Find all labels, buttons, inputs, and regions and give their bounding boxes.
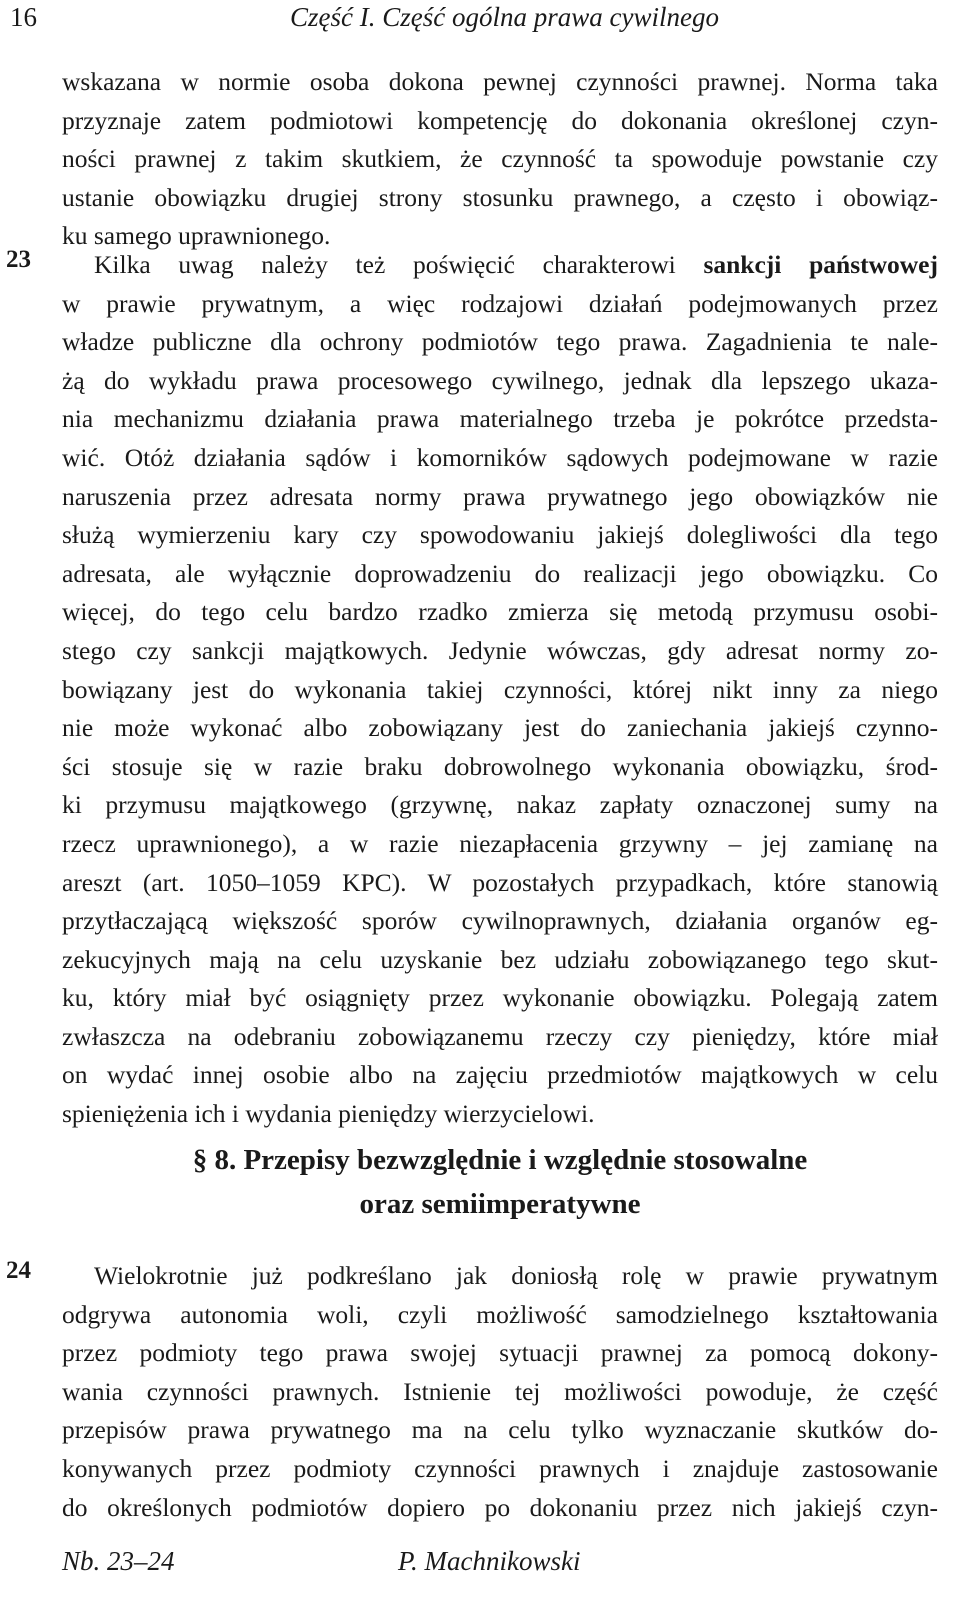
text-line: areszt (art. 1050–1059 KPC). W pozostałych przypadkach, które stanowią — [62, 867, 938, 897]
text-line — [62, 246, 938, 285]
margin-number-24: 24 — [6, 1257, 31, 1284]
text-line: przytłaczającą większość sporów cywilnoprawnych, działania organów eg- — [62, 906, 938, 936]
section-heading-line: § 8. Przepisy bezwzględnie i względnie stosowalne — [192, 1144, 808, 1176]
text-line: żą do wykładu prawa procesowego cywilnego, jednak dla lepszego ukaza- — [62, 365, 938, 395]
text-line: więcej, do tego celu bardzo rzadko zmierza się metodą przymusu osobi- — [62, 597, 938, 627]
text-line: w prawie prywatnym, a więc rodzajowi działań podejmowanych przez — [62, 288, 938, 318]
paragraph-24 — [62, 1257, 938, 1527]
text-line: on wydać innej osobie albo na zajęciu przedmiotów majątkowych w celu — [62, 1060, 938, 1090]
text-line: spieniężenia ich i wydania pieniędzy wierzycielowi. — [62, 1099, 595, 1129]
text-line: służą wymierzeniu kary czy spowodowaniu jakiejś dolegliwości dla tego — [62, 520, 938, 550]
text-line: ku, który miał być osiągnięty przez wykonanie obowiązku. Polegają zatem — [62, 983, 938, 1013]
text-line: nie może wykonać albo zobowiązany jest do zaniechania jakiejś czynno- — [62, 713, 938, 743]
text-line: przez podmioty tego prawa swojej sytuacji prawnej za pomocą dokony- — [62, 1338, 938, 1368]
text-line: naruszenia przez adresata normy prawa prywatnego jego obowiązków nie — [62, 481, 938, 511]
text-line: władze publiczne dla ochrony podmiotów tego prawa. Zagadnienia te nale- — [62, 327, 938, 357]
footer-margin-numbers: Nb. 23–24 — [62, 1546, 175, 1576]
running-title: Część I. Część ogólna prawa cywilnego — [290, 2, 719, 32]
margin-number-23: 23 — [6, 246, 31, 273]
text-line: przepisów prawa prywatnego ma na celu tylko wyznaczanie skutków do- — [62, 1415, 938, 1445]
text-line: do określonych podmiotów dopiero po dokonaniu przez nich jakiejś czyn- — [62, 1492, 938, 1522]
paragraph-continuation — [62, 63, 938, 256]
text-line: stego czy sankcji majątkowych. Jedynie wówczas, gdy adresat normy zo- — [62, 635, 938, 665]
text-line: ności prawnej z takim skutkiem, że czynność ta spowoduje powstanie czy — [62, 144, 938, 174]
bold-term: sankcji państwowej — [703, 250, 938, 279]
footer-author: P. Machnikowski — [398, 1546, 581, 1576]
page-number: 16 — [10, 2, 37, 32]
section-heading-line: oraz semiimperatywne — [359, 1188, 641, 1220]
section-heading — [62, 1138, 938, 1226]
text-line: ki przymusu majątkowego (grzywnę, nakaz zapłaty oznaczonej sumy na — [62, 790, 938, 820]
text-line: bowiązany jest do wykonania takiej czynności, której nikt inny za niego — [62, 674, 938, 704]
text-line: wić. Otóż działania sądów i komorników sądowych podejmowane w razie — [62, 442, 938, 472]
text-line: wskazana w normie osoba dokona pewnej czynności prawnej. Norma taka — [62, 67, 938, 96]
text-line: konywanych przez podmioty czynności prawnych i znajduje zastosowanie — [62, 1453, 938, 1483]
text-line: nia mechanizmu działania prawa materialnego trzeba je pokrótce przedsta- — [62, 404, 938, 434]
text-line: zekucyjnych mają na celu uzyskanie bez udziału zobowiązanego tego skut- — [62, 944, 938, 974]
text-line: rzecz uprawnionego), a w razie niezapłacenia grzywny – jej zamianę na — [62, 828, 938, 858]
text-line: ści stosuje się w razie braku dobrowolnego wykonania obowiązku, środ- — [62, 751, 938, 781]
paragraph-23 — [62, 246, 938, 1134]
text-line: Wielokrotnie już podkreślano jak doniosłą rolę w prawie prywatnym — [94, 1261, 938, 1290]
text-line: ustanie obowiązku drugiej strony stosunku prawnego, a często i obowiąz- — [62, 182, 938, 212]
text-line: ku samego uprawnionego. — [62, 221, 331, 251]
text-line: przyznaje zatem podmiotowi kompetencję do dokonania określonej czyn- — [62, 105, 938, 135]
text-line: adresata, ale wyłącznie doprowadzeniu do realizacji jego obowiązku. Co — [62, 558, 938, 588]
text-line: odgrywa autonomia woli, czyli możliwość samodzielnego kształtowania — [62, 1299, 938, 1329]
text-line: zwłaszcza na odebraniu zobowiązanemu rzeczy czy pieniędzy, które miał — [62, 1021, 938, 1051]
text-line: wania czynności prawnych. Istnienie tej możliwości powoduje, że część — [62, 1376, 938, 1406]
text-run: Kilka uwag należy też poświęcić charakterowi — [94, 250, 704, 279]
